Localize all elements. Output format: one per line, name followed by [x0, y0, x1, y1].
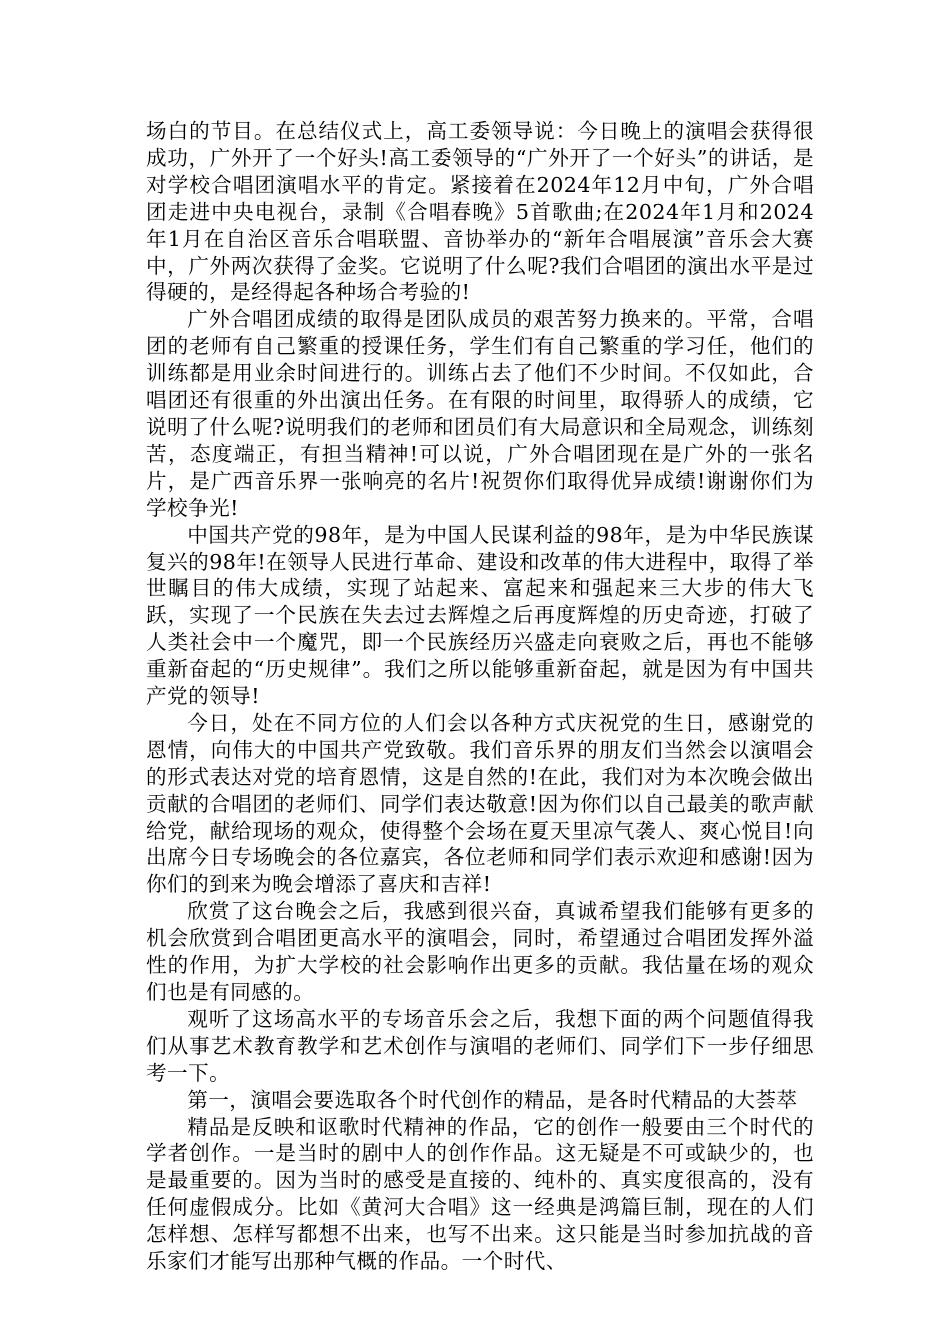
paragraph-6: 观听了这场高水平的专场音乐会之后，我想下面的两个问题值得我们从事艺术教育教学和艺术创作与演唱的老师们、同学们下一步仔细思考一下。	[146, 1006, 814, 1085]
paragraph-5: 欣赏了这台晚会之后，我感到很兴奋，真诚希望我们能够有更多的机会欣赏到合唱团更高水平的演唱会，同时，希望通过合唱团发挥外溢性的作用，为扩大学校的社会影响作出更多的贡献。我估量在场的观众们也是有同感的。	[146, 899, 814, 1004]
section-heading-first: 第一，演唱会要选取各个时代创作的精品，是各时代精品的大荟萃	[187, 1087, 798, 1112]
document-body	[146, 118, 814, 1275]
paragraph-8: 精品是反映和讴歌时代精神的作品，它的创作一般要由三个时代的学者创作。一是当时的剧中人的创作作品。这无疑是不可或缺少的，也是最重要的。因为当时的感受是直接的、纯朴的、真实度很高的，没有任何虚假成分。比如《黄河大合唱》这一经典是鸿篇巨制，现在的人们怎样想、怎样写都想不出来，也写不出来。这只能是当时参加抗战的音乐家们才能写出那种气概的作品。一个时代、	[146, 1114, 814, 1274]
paragraph-4: 今日，处在不同方位的人们会以各种方式庆祝党的生日，感谢党的恩情，向伟大的中国共产党致敬。我们音乐界的朋友们当然会以演唱会的形式表达对党的培育恩情，这是自然的!在此，我们对为本次晚会做出贡献的合唱团的老师们、同学们表达敬意!因为你们以自己最美的歌声献给党，献给现场的观众，使得整个会场在夏天里凉气袭人、爽心悦目!向出席今日专场晚会的各位嘉宾，各位老师和同学们表示欢迎和感谢!因为你们的到来为晚会增添了喜庆和吉祥!	[146, 710, 814, 897]
paragraph-3: 中国共产党的98年，是为中国人民谋利益的98年，是为中华民族谋复兴的98年!在领导人民进行革命、建设和改革的伟大进程中，取得了举世瞩目的伟大成绩，实现了站起来、富起来和强起来三大步的伟大飞跃，实现了一个民族在失去过去辉煌之后再度辉煌的历史奇迹，打破了人类社会中一个魔咒，即一个民族经历兴盛走向衰败之后，再也不能够重新奋起的“历史规律”。我们之所以能够重新奋起，就是因为有中国共产党的领导!	[146, 522, 814, 709]
paragraph-1: 场白的节目。在总结仪式上，高工委领导说：今日晚上的演唱会获得很成功，广外开了一个好头!高工委领导的“广外开了一个好头”的讲话，是对学校合唱团演唱水平的肯定。紧接着在2024年12月中旬，广外合唱团走进中央电视台，录制《合唱春晚》5首歌曲;在2024年1月和2024年1月在自治区音乐合唱联盟、音协举办的“新年合唱展演”音乐会大赛中，广外两次获得了金奖。它说明了什么呢?我们合唱团的演出水平是过得硬的，是经得起各种场合考验的!	[146, 119, 814, 305]
paragraph-2: 广外合唱团成绩的取得是团队成员的艰苦努力换来的。平常，合唱团的老师有自己繁重的授课任务，学生们有自己繁重的学习任，他们的训练都是用业余时间进行的。训练占去了他们不少时间。不仅如此，合唱团还有很重的外出演出任务。在有限的时间里，取得骄人的成绩，它说明了什么呢?说明我们的老师和团员们有大局意识和全局观念，训练刻苦，态度端正，有担当精神!可以说，广外合唱团现在是广外的一张名片，是广西音乐界一张响亮的名片!祝贺你们取得优异成绩!谢谢你们为学校争光!	[146, 307, 814, 520]
